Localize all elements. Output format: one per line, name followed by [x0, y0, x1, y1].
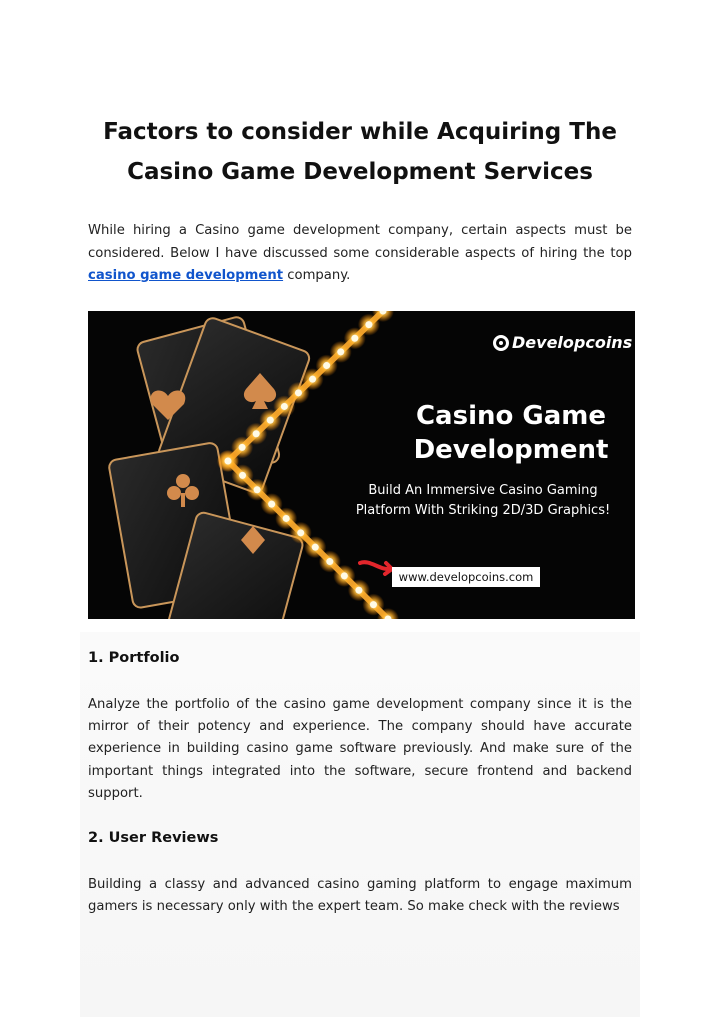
bulb — [326, 558, 333, 565]
bulb — [239, 472, 246, 479]
bulb — [337, 348, 344, 355]
bulb — [341, 572, 348, 579]
bulb — [281, 403, 288, 410]
bulb — [267, 417, 274, 424]
banner-heading-line-1: Casino Game — [415, 401, 607, 431]
page-shade — [80, 632, 640, 1017]
section-text-portfolio: Analyze the portfolio of the casino game development company since it is the mirror of their potency and experience. The company should have accurate experience in building casino game software previously. And make sure of the important things integrated into the software, secure frontend and backend support. — [88, 697, 632, 801]
intro-paragraph — [88, 220, 632, 288]
logo-text: Developcoins — [512, 333, 633, 352]
bulb — [365, 321, 372, 328]
bulb — [239, 444, 246, 451]
developcoins-logo — [493, 333, 632, 352]
bulb — [225, 458, 232, 465]
banner-sub-line-1: Build An Immersive Casino Gaming — [368, 483, 598, 498]
casino-banner-image — [88, 311, 635, 619]
banner-sub-line-2: Platform With Striking 2D/3D Graphics! — [355, 503, 611, 518]
bulb — [309, 376, 316, 383]
intro-text-after: company. — [283, 268, 351, 284]
section-heading-user-reviews: 2. User Reviews — [88, 830, 219, 846]
title-line-1: Factors to consider while Acquiring The — [103, 119, 617, 145]
bulb — [268, 501, 275, 508]
bulb — [295, 389, 302, 396]
bulb — [254, 486, 261, 493]
banner-heading — [398, 399, 624, 467]
banner-subheading — [338, 481, 628, 521]
bulb — [283, 515, 290, 522]
bulb — [355, 587, 362, 594]
bulb — [351, 335, 358, 342]
bulb — [253, 430, 260, 437]
intro-text-before: While hiring a Casino game development company, certain aspects must be considered. Below I have discussed some considerable aspects of hiring the top — [88, 223, 632, 261]
logo-mark-icon — [493, 335, 509, 351]
section-text-user-reviews: Building a classy and advanced casino gaming platform to engage maximum gamers is necessary only with the expert team. So make check with the reviews — [88, 877, 632, 915]
bulb — [370, 601, 377, 608]
bulb — [297, 529, 304, 536]
bulb — [323, 362, 330, 369]
casino-game-development-link[interactable]: casino game development — [88, 268, 284, 284]
section-heading-portfolio: 1. Portfolio — [88, 650, 180, 666]
page-title — [60, 112, 660, 192]
banner-heading-line-2: Development — [413, 435, 609, 465]
title-line-2: Casino Game Development Services — [127, 159, 593, 185]
banner-url: www.developcoins.com — [392, 567, 540, 587]
bulb — [312, 544, 319, 551]
